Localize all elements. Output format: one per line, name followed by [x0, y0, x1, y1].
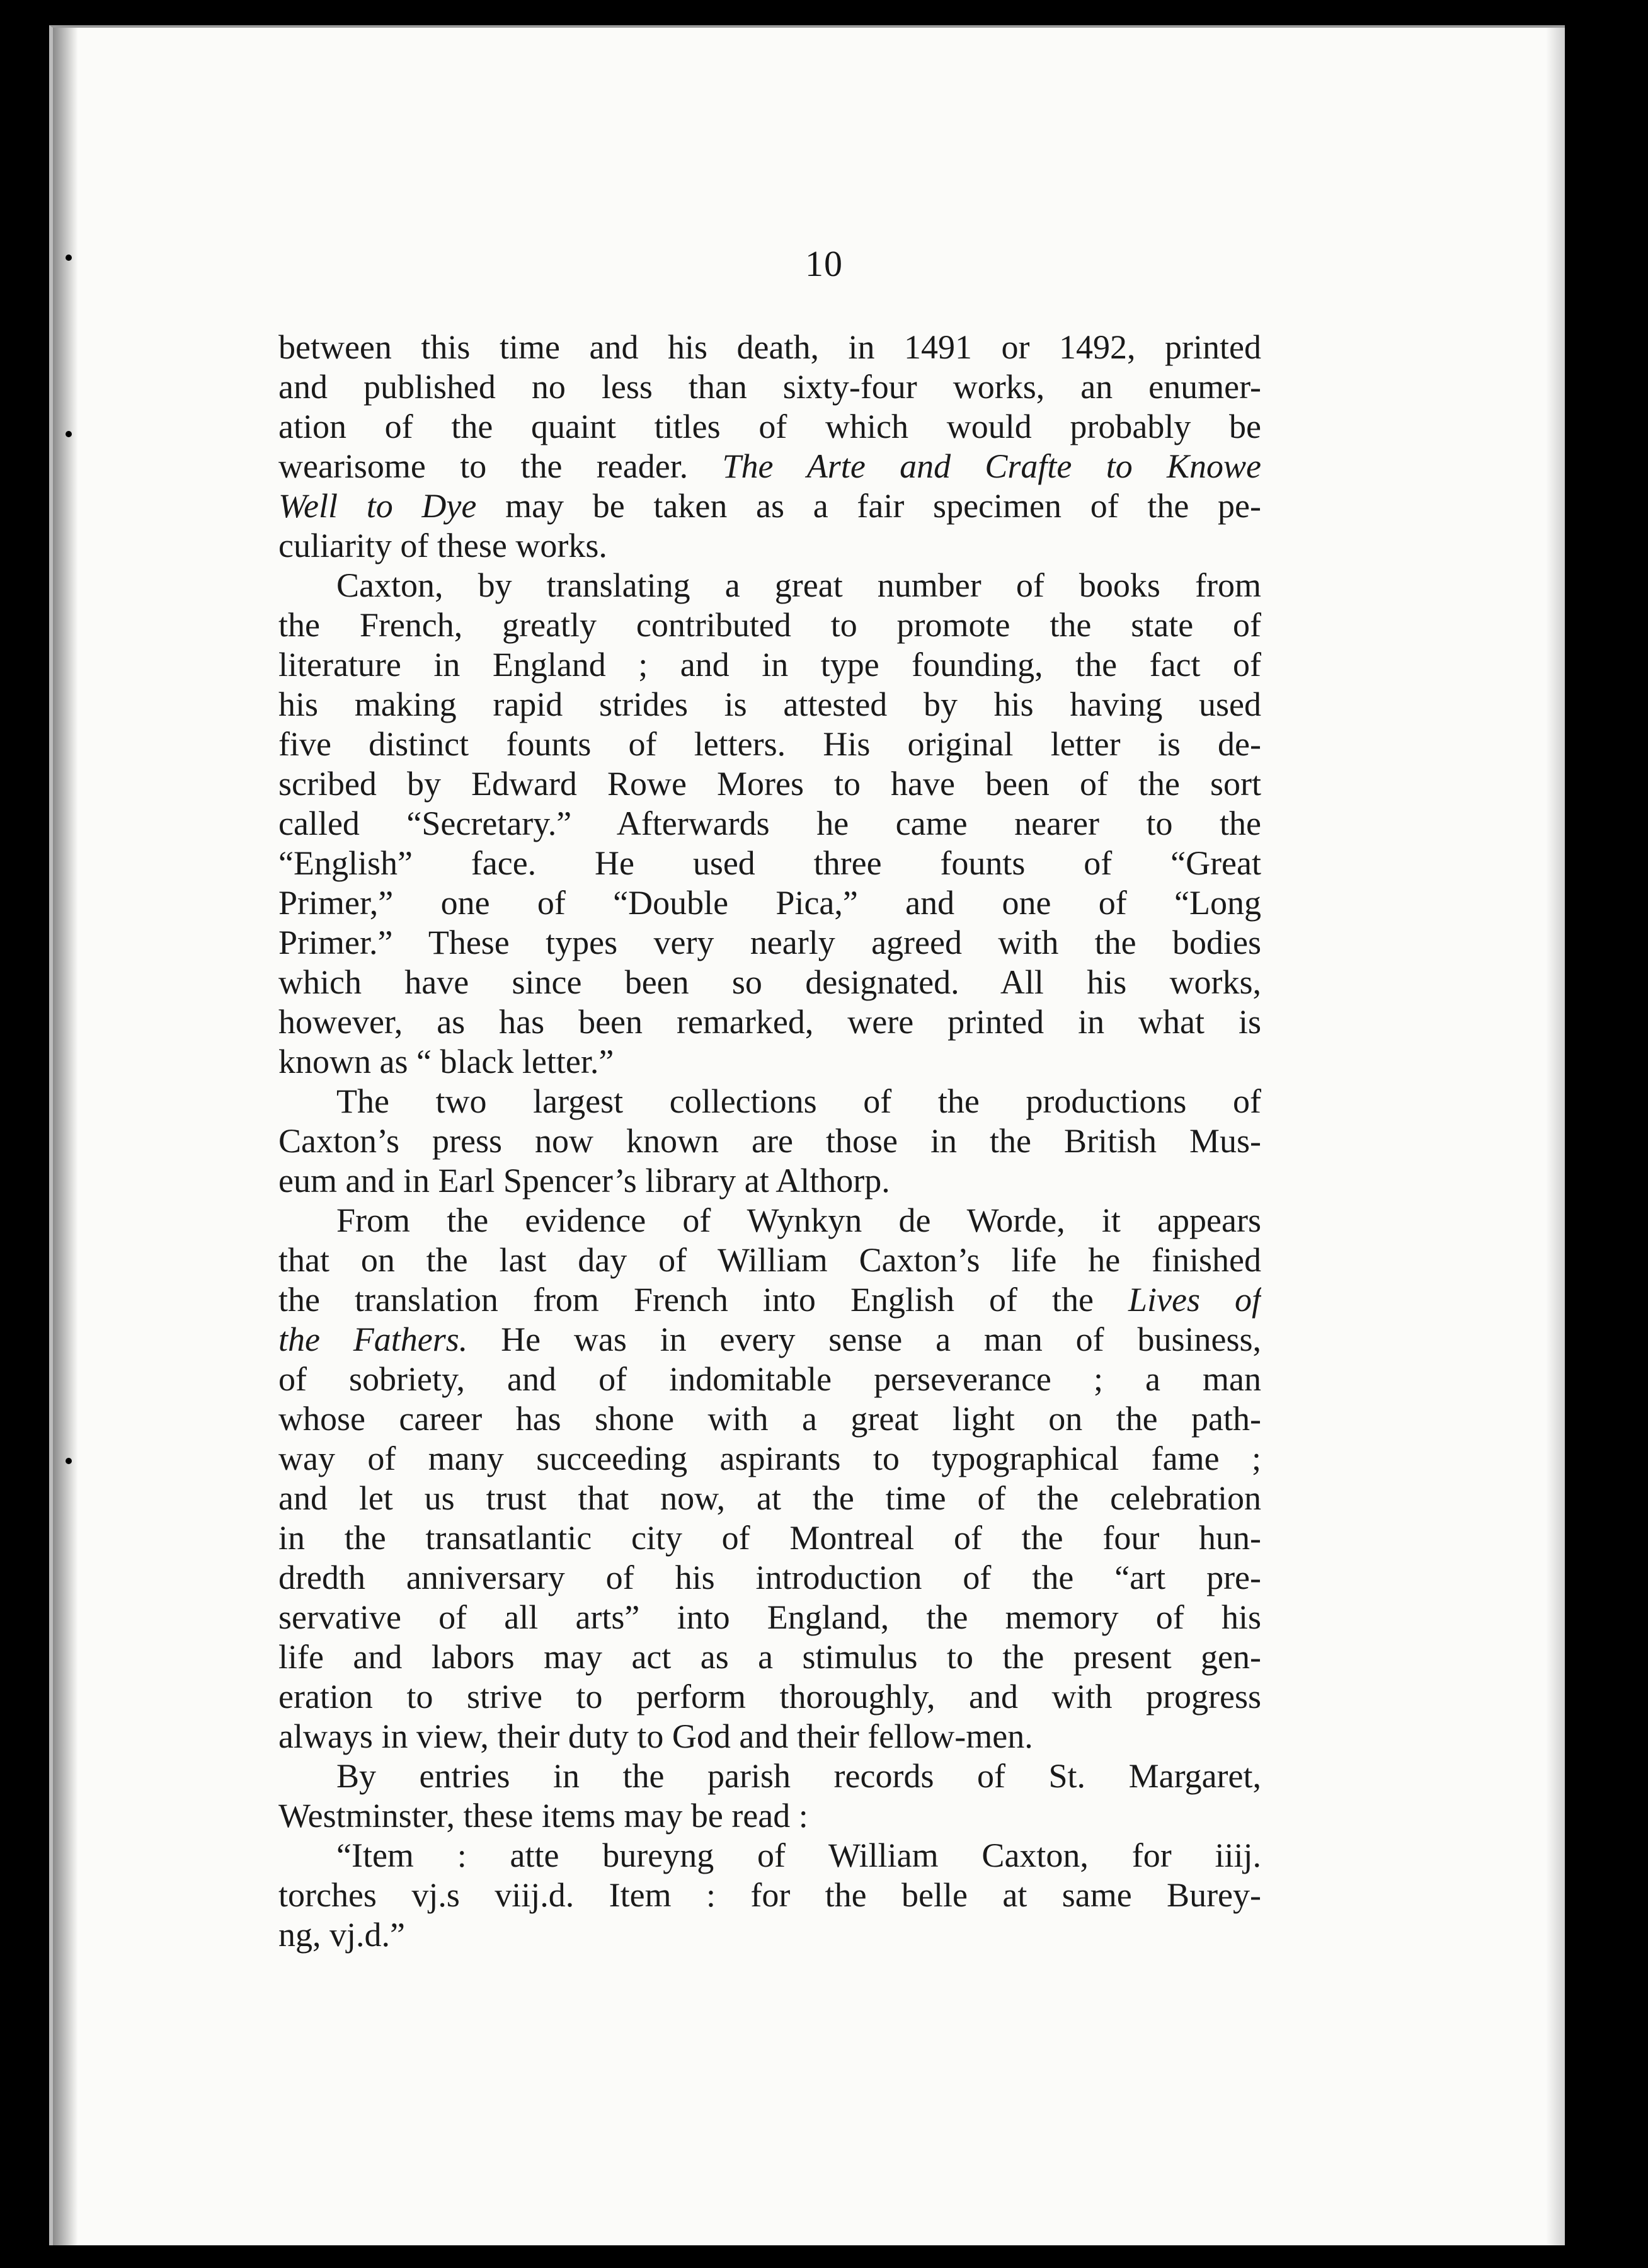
text-line-content: which have since been so designated. All his works, — [278, 963, 1261, 1001]
text-line-italic-title: Well to Dye — [278, 487, 477, 525]
text-line — [278, 407, 1261, 447]
text-line-content: eum and in Earl Spencer’s library at Althorp. — [278, 1162, 890, 1200]
body-text — [278, 328, 1261, 1955]
text-line-content: culiarity of these works. — [278, 527, 607, 564]
text-line — [278, 1320, 1261, 1360]
text-line — [278, 1280, 1261, 1320]
text-line-roman: wearisome to the reader. — [278, 447, 723, 485]
text-line — [278, 1717, 1261, 1756]
text-line-content: Caxton’s press now known are those in the British Mus- — [278, 1122, 1261, 1160]
text-line — [278, 1439, 1261, 1479]
text-line-content: and published no less than sixty-four works, an enumer- — [278, 368, 1261, 406]
text-line — [278, 1677, 1261, 1717]
text-line-content: dredth anniversary of his introduction of the “art pre- — [278, 1559, 1261, 1596]
text-line-italic-title: The Arte and Crafte to Knowe — [722, 447, 1261, 485]
text-line-content: ng, vj.d.” — [278, 1916, 405, 1954]
text-line — [278, 724, 1261, 764]
text-line — [278, 1240, 1261, 1280]
text-line-content: Primer.” These types very nearly agreed with the bodies — [278, 924, 1261, 961]
text-line — [278, 447, 1261, 486]
text-line — [278, 685, 1261, 724]
text-line-content: ation of the quaint titles of which would probably be — [278, 408, 1261, 445]
text-line — [278, 1876, 1261, 1915]
text-line-content: eration to strive to perform thoroughly, and with progress — [278, 1678, 1261, 1715]
text-line — [278, 1082, 1261, 1121]
text-line — [278, 883, 1261, 923]
text-line — [278, 1558, 1261, 1598]
text-line — [278, 1598, 1261, 1637]
text-line — [278, 526, 1261, 566]
text-line — [278, 1479, 1261, 1518]
text-line-italic-title: Lives of — [1128, 1281, 1261, 1319]
text-line — [278, 486, 1261, 526]
text-line-content: Primer,” one of “Double Pica,” and one of “Long — [278, 884, 1261, 922]
text-line-content: way of many succeeding aspirants to typographical fame ; — [278, 1440, 1261, 1477]
text-line-content: that on the last day of William Caxton’s life he finished — [278, 1241, 1261, 1279]
text-line-content: of sobriety, and of indomitable perseverance ; a man — [278, 1360, 1261, 1398]
text-line-content: “Item : atte bureyng of William Caxton, for iiij. — [336, 1836, 1261, 1874]
text-line — [278, 1796, 1261, 1836]
text-line-content: always in view, their duty to God and their fellow-men. — [278, 1717, 1033, 1755]
text-line-italic-title: the Fathers. — [278, 1320, 468, 1358]
text-line — [278, 645, 1261, 685]
text-line — [278, 566, 1261, 605]
text-line — [278, 1836, 1261, 1876]
text-line-content: literature in England ; and in type founding, the fact of — [278, 646, 1261, 684]
text-line-content: called “Secretary.” Afterwards he came nearer to the — [278, 805, 1261, 842]
text-line — [278, 1915, 1261, 1955]
text-line-content: Westminster, these items may be read : — [278, 1797, 808, 1835]
text-line — [278, 923, 1261, 963]
text-line-content: whose career has shone with a great light on the path- — [278, 1400, 1261, 1438]
text-line-content: “English” face. He used three founts of “Great — [278, 844, 1261, 882]
text-line-content: life and labors may act as a stimulus to the present gen- — [278, 1638, 1261, 1676]
fore-edge-shadow — [1546, 28, 1565, 2245]
gutter-speck — [66, 431, 72, 437]
text-line — [278, 1360, 1261, 1399]
text-line-content: however, as has been remarked, were printed in what is — [278, 1003, 1261, 1041]
text-line-content: servative of all arts” into England, the memory of his — [278, 1598, 1261, 1636]
text-line — [278, 804, 1261, 844]
text-line-content: Caxton, by translating a great number of books from — [336, 566, 1261, 604]
text-line-content: the French, greatly contributed to promote the state of — [278, 606, 1261, 644]
text-line-content: scribed by Edward Rowe Mores to have been of the sort — [278, 765, 1261, 803]
text-line-content: By entries in the parish records of St. Margaret, — [336, 1757, 1261, 1795]
text-line — [278, 764, 1261, 804]
text-line — [278, 844, 1261, 883]
binding-shadow — [53, 28, 78, 2245]
text-line-content: his making rapid strides is attested by his having used — [278, 685, 1261, 723]
text-line — [278, 1161, 1261, 1201]
text-line-roman: the translation from French into English of the — [278, 1281, 1128, 1319]
text-line — [278, 963, 1261, 1002]
text-line-content: torches vj.s viij.d. Item : for the belle at same Burey- — [278, 1876, 1261, 1914]
text-line — [278, 1002, 1261, 1042]
text-line-roman: He was in every sense a man of business, — [467, 1320, 1261, 1358]
text-line-content: From the evidence of Wynkyn de Worde, it appears — [336, 1201, 1261, 1239]
text-line — [278, 1042, 1261, 1082]
text-line — [278, 1121, 1261, 1161]
text-line-content: known as “ black letter.” — [278, 1043, 614, 1080]
text-line — [278, 1518, 1261, 1558]
text-line-content: and let us trust that now, at the time of the celebration — [278, 1479, 1261, 1517]
text-line-content: between this time and his death, in 1491 or 1492, printed — [278, 328, 1261, 366]
text-line — [278, 328, 1261, 367]
text-line — [278, 1201, 1261, 1240]
gutter-speck — [66, 1458, 72, 1464]
text-line-content: The two largest collections of the productions of — [336, 1082, 1261, 1120]
text-line-content: in the transatlantic city of Montreal of the four hun- — [278, 1519, 1261, 1557]
text-line — [278, 367, 1261, 407]
text-line — [278, 1399, 1261, 1439]
text-line — [278, 1637, 1261, 1677]
text-line — [278, 605, 1261, 645]
text-line-content: five distinct founts of letters. His original letter is de- — [278, 725, 1261, 763]
text-line — [278, 1756, 1261, 1796]
text-line-roman: may be taken as a fair specimen of the pe- — [476, 487, 1261, 525]
page-number: 10 — [805, 243, 843, 284]
